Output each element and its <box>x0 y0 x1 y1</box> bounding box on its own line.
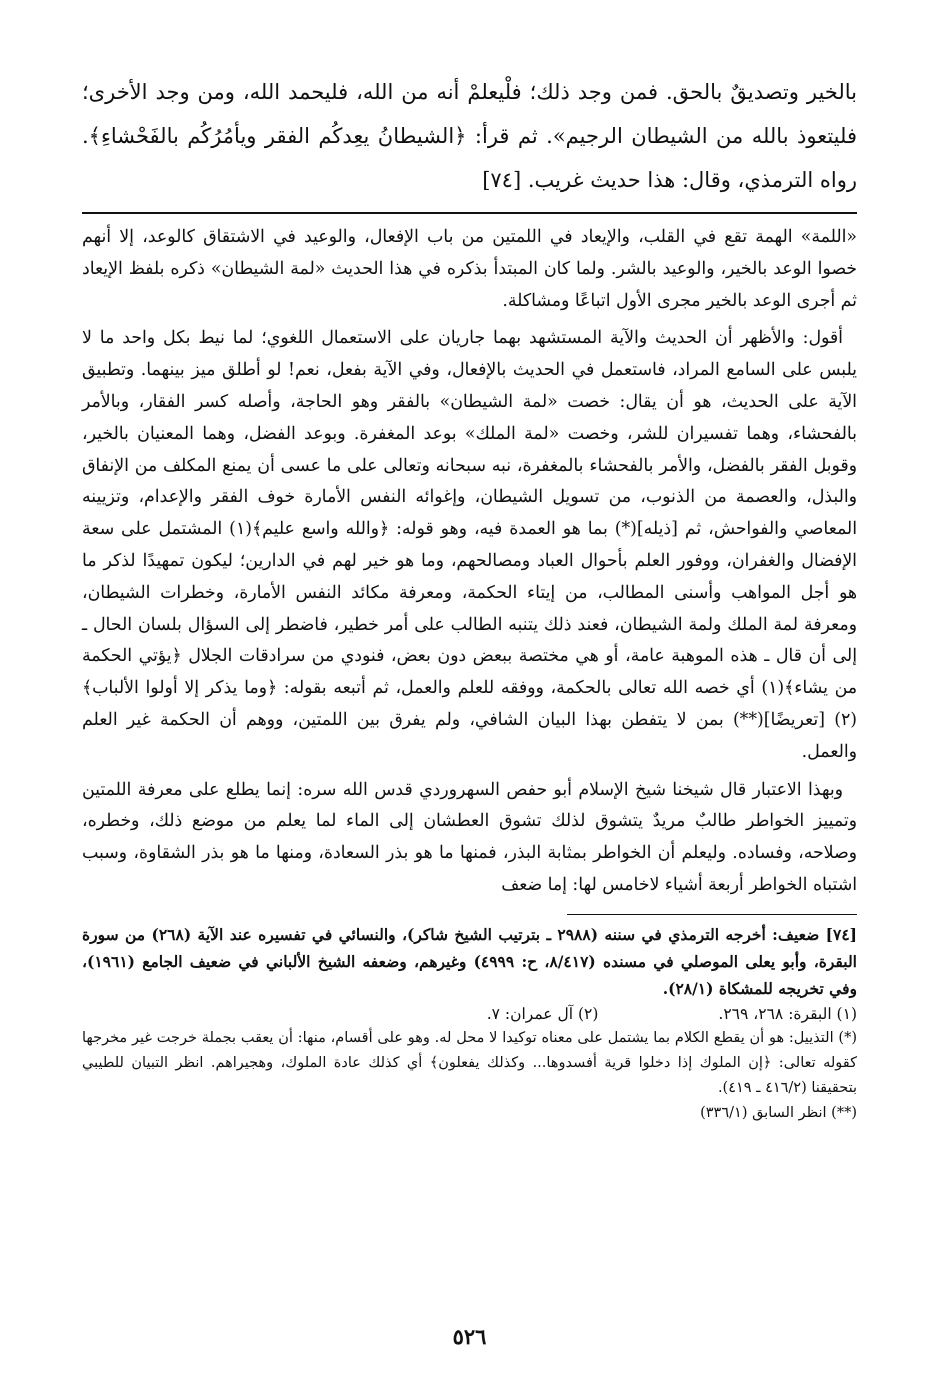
takhrij-text: [٧٤] ضعيف: أخرجه الترمذي في سننه (٢٩٨٨ ـ بترتيب الشيخ شاكر)، والنسائي في تفسيره عند الآية (٢٦٨) من سورة البقرة، وأبو يعلى الموصلي في مسنده (٨/٤١٧، ح: ٤٩٩٩) وغيرهم، وضعفه الشيخ الألباني في ضعيف الجامع (١٩٦١)، وفي تخريجه للمشكاة (٢٨/١). <box>82 924 857 998</box>
commentary-paragraph: وبهذا الاعتبار قال شيخنا شيخ الإسلام أبو حفص السهروردي قدس الله سره: إنما يطلع على معرفة اللمتين وتمييز الخواطر طالبٌ مريدٌ يتشوق لذلك تشوق العطشان إلى الماء لما يعلم من موضع ذلك، وخطره، وصلاحه، وفساده. وليعلم أن الخواطر بمثابة البذر، فمنها ما هو بذر السعادة، ومنها ما هو بذر الشقاوة، وسبب اشتباه الخواطر أربعة أشياء لاخامس لها: إما ضعف <box>82 779 857 895</box>
verse-reference: (١) البقرة: ٢٦٨، ٢٦٩. <box>718 1004 857 1023</box>
page-number: ٥٢٦ <box>452 1324 487 1349</box>
footnotes-divider <box>567 914 857 915</box>
hadith-section <box>82 70 857 202</box>
commentary-paragraph: «اللمة» الهمة تقع في القلب، والإيعاد في اللمتين من باب الإفعال، والوعيد في الاشتقاق كالوعد، إلا أنهم خصوا الوعد بالخير، والوعيد بالشر. ولما كان المبتدأ بذكره في هذا الحديث «لمة الشيطان» ذكره بلفظ الإيعاد ثم أجرى الوعد بالخير مجرى الأول اتباعًا ومشاكلة. <box>82 227 857 311</box>
editor-note: (*) التذييل: هو أن يقطع الكلام بما يشتمل على معناه توكيدا لا محل له. وهو على أقسام، منها: أن يعقب بجملة خرجت غير مخرجها كقوله تعالى: ﴿إن الملوك إذا دخلوا قرية أفسدوها... وكذلك يفعلون﴾ أي كذلك عادة الملوك، وهجيراهم. انظر التبيان للطيبي بتحقيقنا (٤١٦/٢ ـ ٤١٩). <box>82 1029 857 1096</box>
commentary-section <box>82 222 857 902</box>
section-divider <box>82 212 857 214</box>
takhrij-note <box>82 921 857 1002</box>
verse-reference: (٢) آل عمران: ٧. <box>486 1004 599 1023</box>
commentary-paragraph: أقول: والأظهر أن الحديث والآية المستشهد بهما جاريان على الاستعمال اللغوي؛ لما نيط بكل واحد ما لا يلبس على السامع المراد، فاستعمل في الحديث بالإفعال، وفي الآية بفعل، نعم! لو أطلق ميز بينهما. وتطبيق الآية على الحديث، هو أن يقال: خصت «لمة الشيطان» بالفقر وهو الحاجة، وأصله كسر الفقار، وبالأمر بالفحشاء، وهما تفسيران للشر، وخصت «لمة الملك» بوعد المغفرة. وبوعد الفضل، وهما المعنيان بالخير، وقوبل الفقر بالفضل، والأمر بالفحشاء بالمغفرة، نبه سبحانه وتعالى على ما عسى أن يمنع المكلف من الإنفاق والبذل، والعصمة من الذنوب، من تسويل الشيطان، وإغوائه النفس الأمارة خوف الفقر والإعدام، وتزيينه المعاصي والفواحش، ثم [ذيله](*) بما هو العمدة فيه، وهو قوله: ﴿والله واسع عليم﴾(١) المشتمل على سعة الإفضال والغفران، ووفور العلم بأحوال العباد ومصالحهم، وما هو خير لهم في الدارين؛ ليكون تمهيدًا لذكر ما هو أجل المواهب وأسنى المطالب، من إيتاء الحكمة، ومعرفة مكائد النفس الأمارة، وخطرات الشيطان، ومعرفة لمة الملك ولمة الشيطان، فعند ذلك يتنبه الطالب على أمر خطير، فاضطر إلى السؤال بلسان الحال ـ إلى أن قال ـ هذه الموهبة عامة، أو هي مختصة ببعض دون بعض، فنودي من سرادقات الجلال ﴿يؤتي الحكمة من يشاء﴾(١) أي خصه الله تعالى بالحكمة، ووفقه للعلم والعمل، ثم أتبعه بقوله: ﴿وما يذكر إلا أولوا الألباب﴾(٢) [تعريضًا](**) بمن لا يتفطن بهذا البيان الشافي، ولم يفرق بين اللمتين، ووهم أن الحكمة غير العلم والعمل. <box>82 328 857 762</box>
verse-references <box>82 1002 857 1026</box>
editor-notes <box>82 1026 857 1126</box>
editor-note: (**) انظر السابق (٣٣٦/١) <box>700 1104 857 1121</box>
page-body <box>82 70 857 1126</box>
hadith-text: بالخير وتصديقٌ بالحق. فمن وجد ذلك؛ فلْيعلمْ أنه من الله، فليحمد الله، ومن وجد الأخرى؛ فليتعوذ بالله من الشيطان الرجيم». ثم قرأ: ﴿الشيطانُ يعِدكُم الفقر ويأمُرُكُم بالفَحْشاءِ﴾. رواه الترمذي، وقال: هذا حديث غريب. [٧٤] <box>82 80 857 192</box>
